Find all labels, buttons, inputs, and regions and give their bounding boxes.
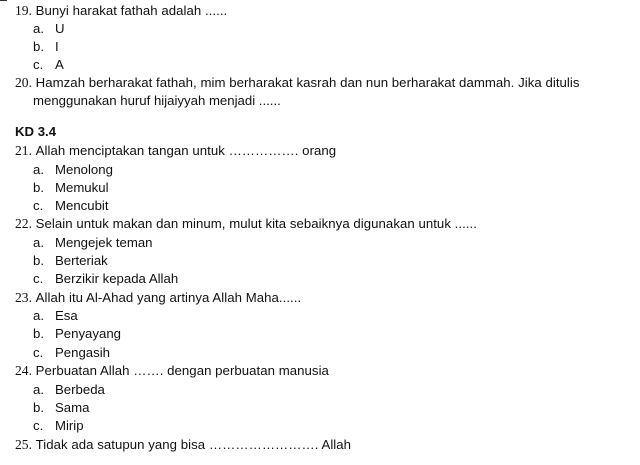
option-letter: b. xyxy=(33,326,44,341)
question-19-option-a xyxy=(33,20,65,37)
option-text: U xyxy=(55,21,65,36)
question-20 xyxy=(15,74,625,91)
page-corner-mark xyxy=(0,0,7,1)
question-24-option-a xyxy=(33,381,105,398)
question-text: Selain untuk makan dan minum, mulut kita sebaiknya digunakan untuk ...... xyxy=(35,216,477,231)
question-24-option-c xyxy=(33,417,84,434)
question-21-option-b xyxy=(33,179,109,196)
question-text: Bunyi harakat fathah adalah ...... xyxy=(35,3,228,18)
question-19-option-c xyxy=(33,56,64,73)
question-number: 21. xyxy=(15,143,32,158)
question-23 xyxy=(15,289,301,306)
question-number: 19. xyxy=(15,3,32,18)
option-text: Sama xyxy=(55,400,90,415)
option-letter: b. xyxy=(33,400,44,415)
option-letter: a. xyxy=(33,162,44,177)
option-text: Mirip xyxy=(55,418,84,433)
question-19 xyxy=(15,2,227,19)
option-text: A xyxy=(55,57,64,72)
question-23-option-b xyxy=(33,325,121,342)
option-letter: a. xyxy=(33,382,44,397)
question-text-line-2: menggunakan huruf hijaiyyah menjadi ...... xyxy=(33,93,281,108)
question-number: 24. xyxy=(15,363,32,378)
question-23-option-a xyxy=(33,307,78,324)
option-text: Mencubit xyxy=(55,198,109,213)
option-text: Penyayang xyxy=(55,326,121,341)
option-text: Mengejek teman xyxy=(55,235,153,250)
option-letter: c. xyxy=(33,418,44,433)
option-text: Memukul xyxy=(55,180,109,195)
option-text: Berbeda xyxy=(55,382,105,397)
option-letter: b. xyxy=(33,180,44,195)
question-text-line-1: Hamzah berharakat fathah, mim berharakat kasrah dan nun berharakat dammah. Jika ditulis xyxy=(35,75,580,90)
question-number: 20. xyxy=(15,75,32,90)
question-25 xyxy=(15,436,351,453)
question-22 xyxy=(15,215,477,232)
option-letter: b. xyxy=(33,39,44,54)
question-20-continuation xyxy=(33,92,281,109)
question-19-option-b xyxy=(33,38,59,55)
option-letter: c. xyxy=(33,198,44,213)
option-text: Berzikir kepada Allah xyxy=(55,271,179,286)
question-22-option-c xyxy=(33,270,178,287)
question-text: Perbuatan Allah ……. dengan perbuatan manusia xyxy=(35,363,329,378)
question-text: Allah itu Al-Ahad yang artinya Allah Maha...... xyxy=(35,290,302,305)
option-letter: a. xyxy=(33,308,44,323)
question-23-option-c xyxy=(33,344,110,361)
question-text: Tidak ada satupun yang bisa ……………………. Allah xyxy=(35,437,352,452)
question-text: Allah menciptakan tangan untuk ……………. orang xyxy=(35,143,337,158)
question-number: 22. xyxy=(15,216,32,231)
question-number: 25. xyxy=(15,437,32,452)
question-22-option-b xyxy=(33,252,108,269)
question-number: 23. xyxy=(15,290,32,305)
question-24-option-b xyxy=(33,399,89,416)
option-text: Pengasih xyxy=(55,345,110,360)
option-letter: c. xyxy=(33,271,44,286)
option-text: I xyxy=(55,39,59,54)
option-letter: a. xyxy=(33,235,44,250)
option-text: Esa xyxy=(55,308,78,323)
option-letter: a. xyxy=(33,21,44,36)
question-24 xyxy=(15,362,329,379)
question-22-option-a xyxy=(33,234,153,251)
question-21 xyxy=(15,142,336,159)
option-letter: c. xyxy=(33,345,44,360)
option-letter: b. xyxy=(33,253,44,268)
option-text: Menolong xyxy=(55,162,113,177)
section-heading: KD 3.4 xyxy=(15,124,57,139)
option-text: Berteriak xyxy=(55,253,108,268)
option-letter: c. xyxy=(33,57,44,72)
question-21-option-a xyxy=(33,161,113,178)
question-21-option-c xyxy=(33,197,109,214)
